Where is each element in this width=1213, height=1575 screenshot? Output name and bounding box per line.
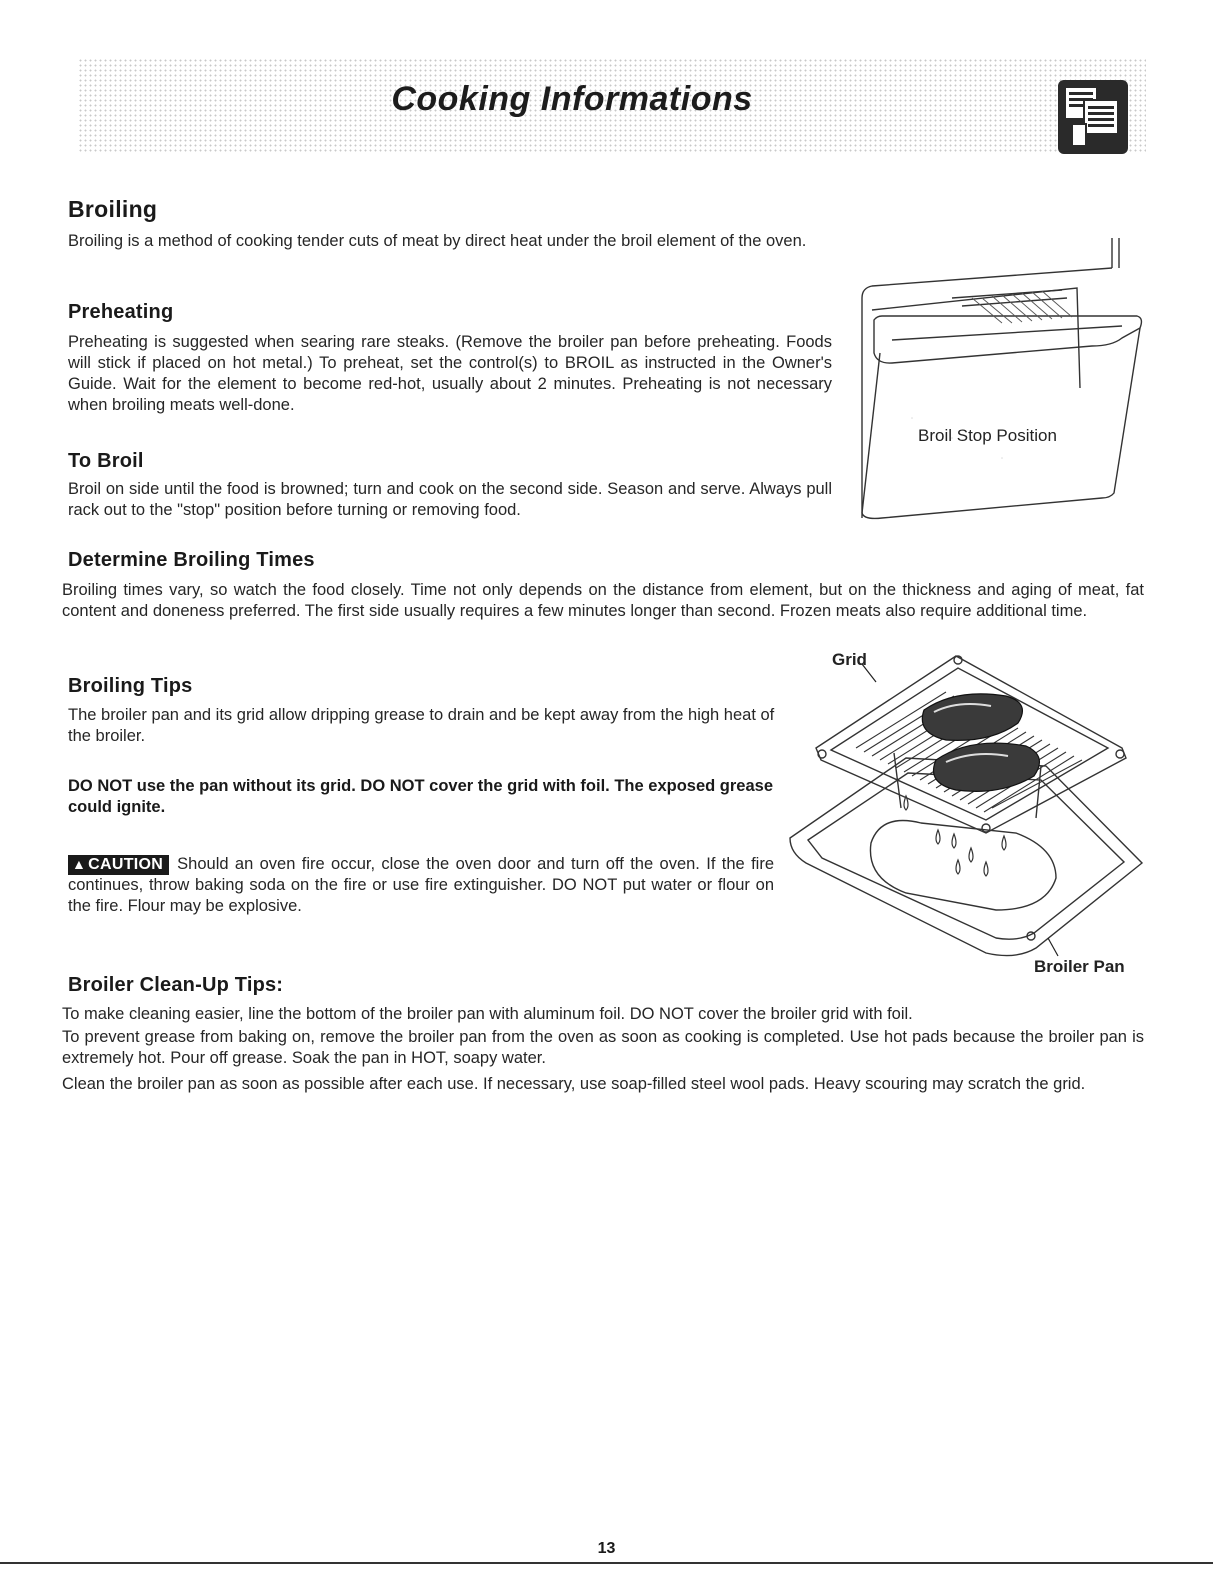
broiler-pan-illustration [786,648,1146,966]
header-banner [78,58,1146,154]
caution-badge [68,855,169,875]
section-heading-broiling-tips: Broiling Tips [68,675,193,697]
page-title: Cooking Informations [391,80,753,118]
section-heading-broiling: Broiling [68,196,158,222]
cleanup-line-3: Clean the broiler pan as soon as possible after each use. If necessary, use soap-filled steel wool pads. Heavy scouring may scratch the grid. [62,1075,1086,1093]
warning-triangle-icon: ▲ [72,856,87,872]
grid-label: Grid [832,650,867,669]
cleanup-line-2: To prevent grease from baking on, remove the broiler pan from the oven as soon as cooking is completed. Use hot pads because the broiler pan is extremely hot. Pour off grease. Soak the pan in HOT, soapy water. [62,1028,1144,1067]
broiling-tips-warning: DO NOT use the pan without its grid. DO NOT cover the grid with foil. The exposed grease could ignite. [68,777,773,816]
preheating-paragraph: Preheating is suggested when searing rare steaks. (Remove the broiler pan before preheating. Foods will stick if placed on hot metal.) To preheat, set the control(s) to BROIL as instructed in the Owner's Guide. Wait for the element to become red-hot, usually about 2 minutes. Preheating is not necessary when broiling meats well-done. [68,333,832,414]
determine-times-paragraph: Broiling times vary, so watch the food closely. Time not only depends on the distance from element, but on the thickness and aging of meat, fat content and doneness preferred. The first side usually requires a few minutes longer than second. Frozen meats also require additional time. [62,581,1144,620]
cleanup-line-1: To make cleaning easier, line the bottom of the broiler pan with aluminum foil. DO NOT cover the broiler grid with foil. [62,1005,913,1023]
section-heading-cleanup: Broiler Clean-Up Tips: [68,974,284,996]
caution-label: CAUTION [88,856,164,873]
section-heading-determine-times: Determine Broiling Times [68,549,315,571]
broiling-tips-paragraph: The broiler pan and its grid allow dripping grease to drain and be kept away from the high heat of the broiler. [68,706,775,745]
broiler-pan-label: Broiler Pan [1034,957,1125,976]
broiling-paragraph: Broiling is a method of cooking tender cuts of meat by direct heat under the broil element of the oven. [68,232,807,250]
oven-broil-stop-illustration [852,228,1147,528]
to-broil-paragraph: Broil on side until the food is browned; turn and cook on the second side. Season and serve. Always pull rack out to the "stop" position before turning or removing food. [68,480,832,519]
section-heading-to-broil: To Broil [68,450,144,472]
caution-text: Should an oven fire occur, close the oven door and turn off the oven. If the fire continues, throw baking soda on the fire or use fire extinguisher. DO NOT put water or flour on the fire. Flour may be explosive. [68,855,774,915]
broil-stop-position-label: Broil Stop Position [918,426,1057,445]
section-heading-preheating: Preheating [68,301,174,323]
stacked-pages-icon [1058,80,1128,154]
caution-paragraph [68,854,774,917]
bottom-rule [0,1562,1213,1564]
page-number: 13 [597,1540,616,1557]
